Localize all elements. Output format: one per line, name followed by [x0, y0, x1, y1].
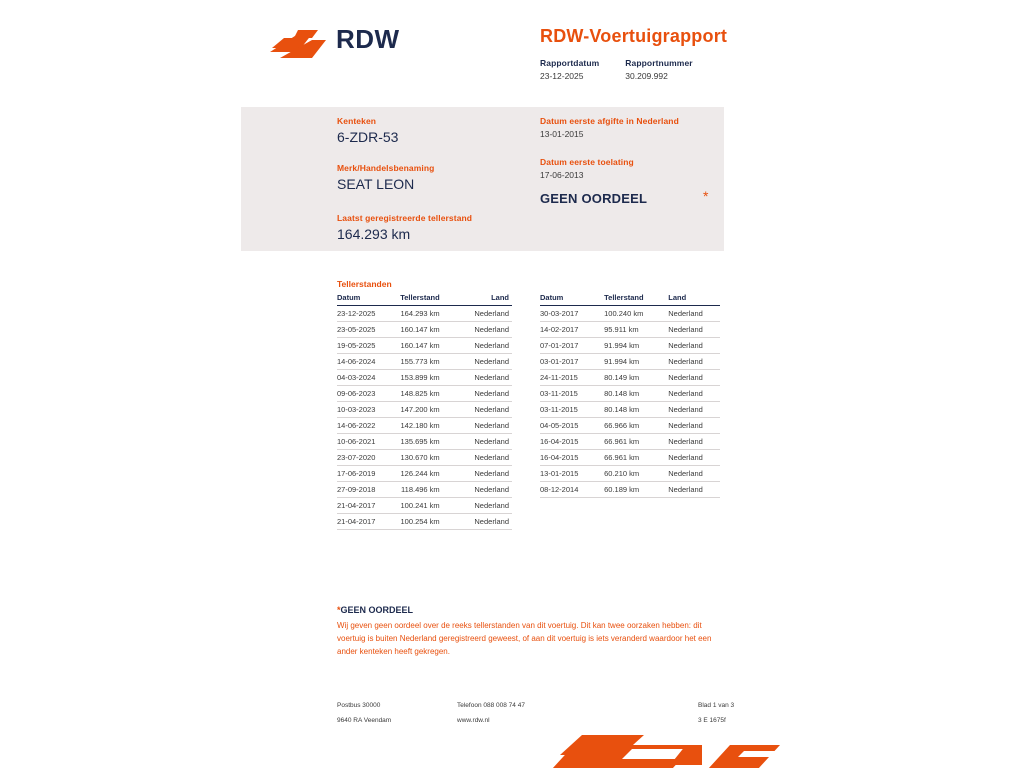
table-row — [540, 322, 720, 338]
summary-left-column — [337, 116, 527, 192]
footnote-title — [337, 605, 732, 615]
table-cell-datum: 09-06-2023 — [337, 386, 399, 402]
table-row — [540, 306, 720, 322]
table-cell-datum: 19-05-2025 — [337, 338, 399, 354]
table-cell-land: Nederland — [462, 306, 512, 322]
table-cell-land: Nederland — [462, 402, 512, 418]
table-cell-tellerstand: 155.773 km — [399, 354, 461, 370]
table-cell-tellerstand: 153.899 km — [399, 370, 461, 386]
table-cell-tellerstand: 160.147 km — [399, 338, 461, 354]
table-row — [337, 322, 512, 338]
meta-rapportdatum-value: 23-12-2025 — [540, 71, 584, 81]
table-cell-datum: 04-03-2024 — [337, 370, 399, 386]
table-row — [337, 498, 512, 514]
table-row — [540, 450, 720, 466]
footer-website[interactable]: www.rdw.nl — [457, 717, 490, 724]
table-cell-datum: 16-04-2015 — [540, 450, 604, 466]
table-cell-datum: 10-06-2021 — [337, 434, 399, 450]
odometer-left-body — [337, 306, 512, 530]
table-cell-tellerstand: 126.244 km — [399, 466, 461, 482]
table-header-row — [540, 291, 720, 306]
table-cell-tellerstand: 164.293 km — [399, 306, 461, 322]
table-cell-tellerstand: 142.180 km — [399, 418, 461, 434]
table-row — [337, 418, 512, 434]
table-cell-land: Nederland — [668, 338, 720, 354]
verdict-asterisk: * — [703, 188, 709, 204]
table-cell-datum: 08-12-2014 — [540, 482, 604, 498]
summary-panel-notch — [241, 236, 301, 251]
merk-label: Merk/Handelsbenaming — [337, 163, 435, 173]
table-cell-land: Nederland — [462, 482, 512, 498]
table-row — [337, 402, 512, 418]
footnote-body: Wij geven geen oordeel over de reeks tellerstanden van dit voertuig. Dit kan twee oorzaken hebben: dit voertuig is buiten Nederland geregistreerd geweest, of aan dit voertuig is iets veranderd waardoor het een ander kenteken heeft gekregen. — [337, 621, 712, 656]
table-row — [540, 482, 720, 498]
table-cell-tellerstand: 148.825 km — [399, 386, 461, 402]
table-cell-land: Nederland — [462, 434, 512, 450]
table-cell-tellerstand: 80.148 km — [604, 402, 668, 418]
table-cell-datum: 30-03-2017 — [540, 306, 604, 322]
table-row — [337, 434, 512, 450]
table-cell-datum: 03-01-2017 — [540, 354, 604, 370]
meta-rapportdatum — [540, 58, 599, 81]
footer-form-code: 3 E 1675f — [698, 717, 726, 724]
table-cell-datum: 23-12-2025 — [337, 306, 399, 322]
brand-name: RDW — [336, 23, 400, 54]
table-row — [337, 306, 512, 322]
eerste-toelating-value: 17-06-2013 — [540, 170, 584, 180]
table-row — [540, 338, 720, 354]
table-cell-tellerstand: 100.241 km — [399, 498, 461, 514]
table-row — [540, 466, 720, 482]
page-footer — [337, 702, 735, 732]
col-land: Land — [668, 291, 720, 306]
table-cell-land: Nederland — [462, 514, 512, 530]
table-cell-datum: 07-01-2017 — [540, 338, 604, 354]
table-cell-datum: 03-11-2015 — [540, 386, 604, 402]
table-row — [540, 354, 720, 370]
odometer-right-body — [540, 306, 720, 498]
table-row — [337, 386, 512, 402]
table-cell-datum: 13-01-2015 — [540, 466, 604, 482]
table-cell-land: Nederland — [462, 498, 512, 514]
table-row — [540, 370, 720, 386]
col-datum: Datum — [540, 291, 604, 306]
table-cell-land: Nederland — [668, 354, 720, 370]
footer-address — [337, 702, 457, 732]
col-tellerstand: Tellerstand — [604, 291, 668, 306]
table-cell-datum: 04-05-2015 — [540, 418, 604, 434]
table-cell-land: Nederland — [668, 418, 720, 434]
table-cell-datum: 27-09-2018 — [337, 482, 399, 498]
eerste-afgifte-label: Datum eerste afgifte in Nederland — [540, 116, 679, 126]
footer-address-line1: Postbus 30000 — [337, 702, 381, 709]
table-cell-land: Nederland — [462, 322, 512, 338]
table-cell-tellerstand: 100.254 km — [399, 514, 461, 530]
footer-page-number: Blad 1 van 3 — [698, 702, 735, 709]
table-cell-land: Nederland — [462, 338, 512, 354]
col-tellerstand: Tellerstand — [399, 291, 461, 306]
rdw-logo-icon — [268, 22, 328, 60]
table-cell-tellerstand: 160.147 km — [399, 322, 461, 338]
kenteken-label: Kenteken — [337, 116, 377, 126]
footer-address-line2: 9640 RA Veendam — [337, 717, 392, 724]
footer-contact — [457, 702, 577, 732]
table-cell-tellerstand: 95.911 km — [604, 322, 668, 338]
table-row — [337, 370, 512, 386]
table-cell-tellerstand: 91.994 km — [604, 354, 668, 370]
table-row — [337, 354, 512, 370]
table-cell-datum: 10-03-2023 — [337, 402, 399, 418]
table-cell-datum: 21-04-2017 — [337, 514, 399, 530]
rdw-bottom-logo-icon — [552, 735, 788, 768]
table-cell-land: Nederland — [668, 386, 720, 402]
table-cell-land: Nederland — [462, 386, 512, 402]
table-cell-datum: 03-11-2015 — [540, 402, 604, 418]
table-cell-tellerstand: 147.200 km — [399, 402, 461, 418]
table-cell-land: Nederland — [668, 434, 720, 450]
footnote-title-text: GEEN OORDEEL — [340, 605, 414, 615]
table-cell-tellerstand: 91.994 km — [604, 338, 668, 354]
table-cell-tellerstand: 66.966 km — [604, 418, 668, 434]
table-cell-datum: 14-06-2024 — [337, 354, 399, 370]
odometer-table-left — [337, 291, 512, 530]
last-odometer-value: 164.293 km — [337, 226, 411, 242]
table-cell-tellerstand: 80.149 km — [604, 370, 668, 386]
table-cell-datum: 23-07-2020 — [337, 450, 399, 466]
table-cell-land: Nederland — [668, 466, 720, 482]
table-header-row — [337, 291, 512, 306]
table-cell-datum: 16-04-2015 — [540, 434, 604, 450]
table-cell-land: Nederland — [462, 450, 512, 466]
table-cell-datum: 14-02-2017 — [540, 322, 604, 338]
table-cell-tellerstand: 100.240 km — [604, 306, 668, 322]
table-cell-datum: 21-04-2017 — [337, 498, 399, 514]
table-cell-tellerstand: 66.961 km — [604, 434, 668, 450]
table-cell-tellerstand: 60.189 km — [604, 482, 668, 498]
footnote-asterisk: * — [337, 605, 341, 615]
table-cell-tellerstand: 66.961 km — [604, 450, 668, 466]
col-datum: Datum — [337, 291, 399, 306]
last-odometer-label: Laatst geregistreerde tellerstand — [337, 213, 473, 223]
rdw-logo — [268, 22, 400, 60]
odometer-table-title: Tellerstanden — [337, 279, 392, 289]
table-cell-datum: 14-06-2022 — [337, 418, 399, 434]
table-cell-datum: 24-11-2015 — [540, 370, 604, 386]
col-land: Land — [462, 291, 512, 306]
table-cell-land: Nederland — [668, 402, 720, 418]
meta-rapportnummer — [625, 58, 692, 81]
last-odometer-block — [337, 213, 557, 242]
table-cell-land: Nederland — [668, 306, 720, 322]
meta-rapportnummer-value: 30.209.992 — [625, 71, 668, 81]
table-row — [337, 450, 512, 466]
eerste-afgifte-value: 13-01-2015 — [540, 129, 584, 139]
kenteken-value: 6-ZDR-53 — [337, 129, 399, 145]
meta-rapportdatum-label: Rapportdatum — [540, 58, 600, 68]
verdict-text: GEEN OORDEEL — [540, 191, 648, 206]
odometer-table-right — [540, 291, 720, 498]
table-cell-land: Nederland — [462, 466, 512, 482]
eerste-toelating-label: Datum eerste toelating — [540, 157, 634, 167]
table-cell-land: Nederland — [462, 354, 512, 370]
table-cell-datum: 17-06-2019 — [337, 466, 399, 482]
table-row — [540, 402, 720, 418]
table-cell-tellerstand: 80.148 km — [604, 386, 668, 402]
table-row — [540, 418, 720, 434]
table-cell-tellerstand: 135.695 km — [399, 434, 461, 450]
meta-rapportnummer-label: Rapportnummer — [625, 58, 693, 68]
document-title: RDW-Voertuigrapport — [540, 26, 728, 46]
table-row — [540, 434, 720, 450]
table-row — [337, 514, 512, 530]
footnote — [337, 605, 732, 658]
footer-phone: Telefoon 088 008 74 47 — [457, 702, 525, 709]
table-cell-land: Nederland — [668, 370, 720, 386]
merk-value: SEAT LEON — [337, 176, 415, 192]
footer-page-info-block — [698, 702, 734, 732]
table-cell-tellerstand: 118.496 km — [399, 482, 461, 498]
table-cell-land: Nederland — [668, 450, 720, 466]
table-row — [337, 466, 512, 482]
table-cell-tellerstand: 130.670 km — [399, 450, 461, 466]
table-cell-land: Nederland — [668, 322, 720, 338]
table-row — [337, 482, 512, 498]
table-cell-tellerstand: 60.210 km — [604, 466, 668, 482]
table-cell-datum: 23-05-2025 — [337, 322, 399, 338]
table-cell-land: Nederland — [462, 418, 512, 434]
table-cell-land: Nederland — [668, 482, 720, 498]
summary-right-column — [540, 116, 730, 180]
table-row — [540, 386, 720, 402]
table-cell-land: Nederland — [462, 370, 512, 386]
report-meta — [540, 58, 719, 81]
table-row — [337, 338, 512, 354]
